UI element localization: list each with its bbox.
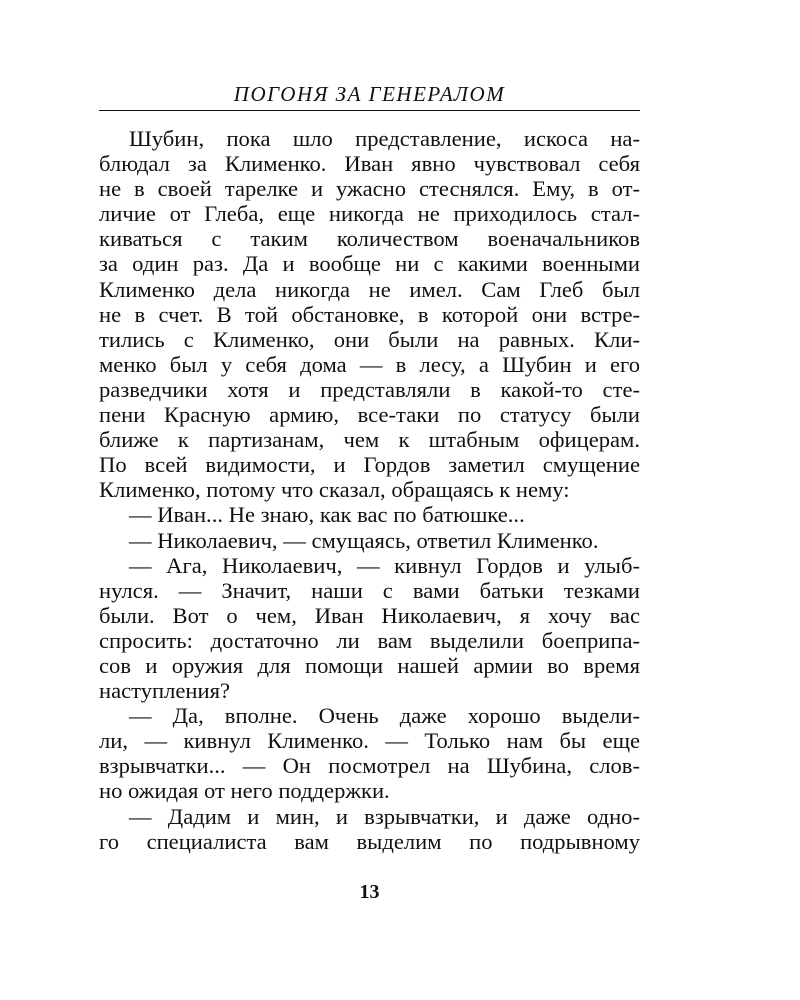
text-line: — Николаевич, — смущаясь, ответил Клименко. [129,527,599,553]
text-line: сов и оружия для помощи нашей армии во время [99,652,640,678]
text-line: нулся. — Значит, наши с вами батьки тезками [99,577,640,603]
text-line: ближе к партизанам, чем к штабным офицерам. [99,427,640,453]
text-line: тились с Клименко, они были на равных. Кли- [99,326,640,352]
text-line: спросить: достаточно ли вам выделили боеприпа- [99,627,640,653]
text-line: менко был у себя дома — в лесу, а Шубин и его [99,351,640,377]
text-line: не в своей тарелке и ужасно стеснялся. Ему, в от- [99,176,640,202]
text-line: ли, — кивнул Клименко. — Только нам бы еще [99,728,640,754]
text-line: — Иван... Не знаю, как вас по батюшке... [129,502,525,528]
text-line: не в счет. В той обстановке, в которой они встре- [99,301,640,327]
text-line: были. Вот о чем, Иван Николаевич, я хочу вас [99,602,640,628]
text-line: киваться с таким количеством военачальников [99,226,640,252]
text-line: наступления? [99,678,231,704]
text-line: взрывчатки... — Он посмотрел на Шубина, слов- [99,753,640,779]
text-line: По всей видимости, и Гордов заметил смущение [99,452,640,478]
text-line: за один раз. Да и вообще ни с какими военными [99,251,640,277]
header-rule [99,110,640,111]
text-line: — Ага, Николаевич, — кивнул Гордов и улыб- [129,552,640,578]
text-line: Клименко, потому что сказал, обращаясь к нему: [99,477,570,503]
running-head: ПОГОНЯ ЗА ГЕНЕРАЛОМ [233,82,506,106]
text-line: — Да, вполне. Очень даже хорошо выдели- [129,703,640,729]
text-line: Клименко дела никогда не имел. Сам Глеб был [99,276,640,302]
page-number: 13 [359,881,380,903]
text-line: разведчики хотя и представляли в какой-то сте- [99,376,640,402]
text-line: — Дадим и мин, и взрывчатки, и даже одно- [129,803,640,829]
text-line: но ожидая от него поддержки. [99,778,390,804]
text-line: личие от Глеба, еще никогда не приходилось стал- [99,201,640,227]
text-line: го специалиста вам выделим по подрывному [99,828,640,854]
page-text [99,126,640,854]
text-line: блюдал за Клименко. Иван явно чувствовал себя [99,151,640,177]
text-line: пени Красную армию, все-таки по статусу были [99,402,640,428]
text-line: Шубин, пока шло представление, искоса на- [129,126,640,151]
